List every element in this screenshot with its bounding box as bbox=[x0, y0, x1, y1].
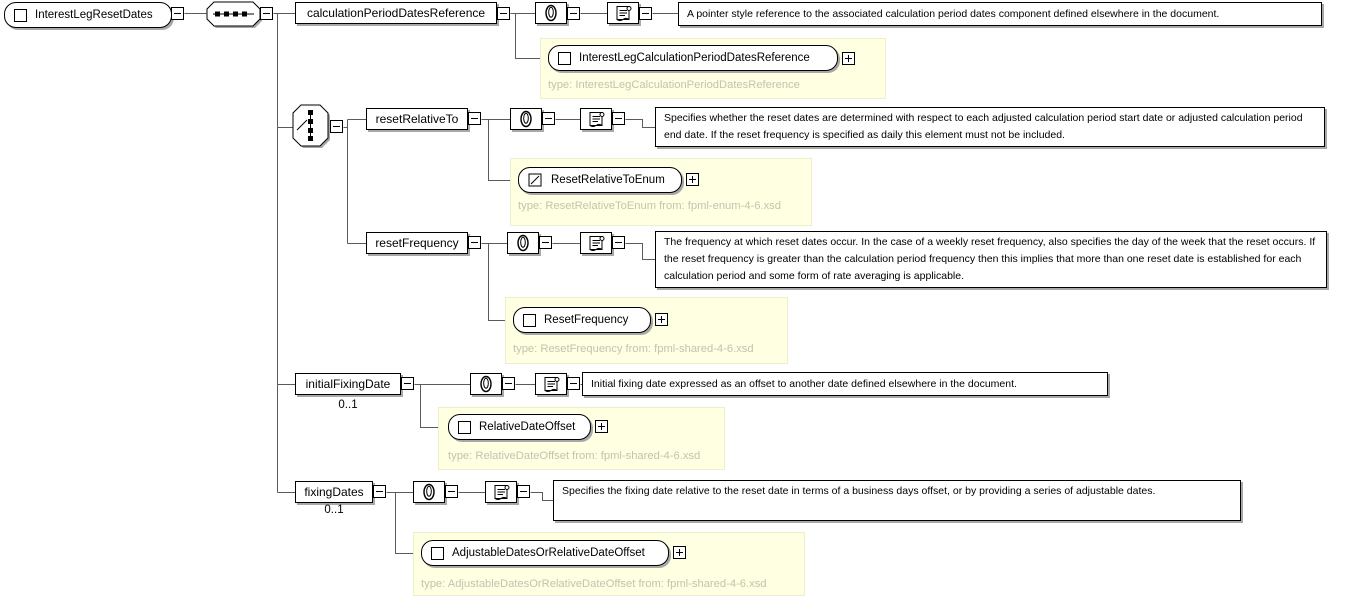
annotation-text bbox=[582, 372, 1108, 396]
element-calculationPeriodDatesReference[interactable] bbox=[295, 2, 497, 24]
collapse-toggle[interactable] bbox=[401, 377, 414, 390]
annotation-text bbox=[655, 107, 1325, 147]
paperclip-icon bbox=[536, 3, 566, 23]
occurrence-label: 0..1 bbox=[324, 504, 344, 516]
attributes-box[interactable] bbox=[413, 481, 445, 503]
element-label: calculationPeriodDatesReference bbox=[306, 6, 486, 20]
scroll-icon bbox=[536, 374, 566, 394]
type-meta: type: ResetRelativeToEnum from: fpml-enum-4-6.xsd bbox=[518, 200, 782, 212]
attributes-box[interactable] bbox=[507, 232, 539, 254]
attributes-box[interactable] bbox=[510, 108, 542, 130]
collapse-toggle[interactable] bbox=[260, 7, 273, 20]
type-label: ResetRelativeToEnum bbox=[551, 174, 665, 186]
expand-toggle[interactable] bbox=[595, 420, 608, 433]
paperclip-icon bbox=[511, 109, 541, 129]
annotation-label: The frequency at which reset dates occur. In the case of a weekly reset frequency, also specifies the day of the week that the reset occurs. If the reset frequency is greater than the calculation period frequency then this implies that more than one reset date is established for each calculation period and some form of rate averaging is applicable. bbox=[664, 236, 1316, 282]
collapse-toggle[interactable] bbox=[567, 377, 580, 390]
annotation-label: A pointer style reference to the associated calculation period dates component defined elsewhere in the document. bbox=[687, 7, 1220, 20]
annotation-label: Initial fixing date expressed as an offset to another date defined elsewhere in the document. bbox=[591, 377, 1017, 390]
collapse-toggle[interactable] bbox=[497, 7, 510, 20]
complex-type-icon bbox=[431, 547, 444, 560]
sequence-icon[interactable] bbox=[206, 1, 264, 30]
annotation-box-icon[interactable] bbox=[580, 108, 612, 130]
paperclip-icon bbox=[508, 233, 538, 253]
type-box-ResetRelativeToEnum[interactable] bbox=[518, 167, 682, 193]
type-meta: type: InterestLegCalculationPeriodDatesReference bbox=[548, 79, 800, 91]
collapse-toggle[interactable] bbox=[171, 7, 184, 20]
collapse-toggle[interactable] bbox=[567, 7, 580, 20]
scroll-icon bbox=[608, 3, 638, 23]
element-resetFrequency[interactable] bbox=[366, 232, 468, 254]
annotation-text bbox=[678, 2, 1322, 26]
scroll-icon bbox=[581, 109, 611, 129]
occurrence-label: 0..1 bbox=[338, 399, 358, 411]
element-label: initialFixingDate bbox=[305, 377, 391, 391]
annotation-box-icon[interactable] bbox=[535, 373, 567, 395]
annotation-label: Specifies the fixing date relative to the reset date in terms of a business days offset, or by providing a series of adjustable dates. bbox=[562, 485, 1156, 497]
collapse-toggle[interactable] bbox=[373, 485, 386, 498]
annotation-text bbox=[553, 480, 1241, 521]
expand-toggle[interactable] bbox=[842, 52, 855, 65]
type-meta: type: AdjustableDatesOrRelativeDateOffset from: fpml-shared-4-6.xsd bbox=[421, 578, 767, 590]
collapse-toggle[interactable] bbox=[330, 120, 343, 133]
collapse-toggle[interactable] bbox=[517, 485, 530, 498]
element-resetRelativeTo[interactable] bbox=[366, 108, 468, 130]
annotation-box-icon[interactable] bbox=[580, 232, 612, 254]
expand-toggle[interactable] bbox=[686, 173, 699, 186]
complex-type-icon bbox=[523, 314, 536, 327]
attributes-box[interactable] bbox=[470, 373, 502, 395]
collapse-toggle[interactable] bbox=[539, 236, 552, 249]
collapse-toggle[interactable] bbox=[502, 377, 515, 390]
collapse-toggle[interactable] bbox=[639, 7, 652, 20]
collapse-toggle[interactable] bbox=[445, 485, 458, 498]
type-label: RelativeDateOffset bbox=[479, 421, 576, 433]
type-label: ResetFrequency bbox=[544, 314, 629, 326]
annotation-box-icon[interactable] bbox=[485, 481, 517, 503]
complex-type-icon bbox=[14, 9, 27, 22]
type-box-RelativeDateOffset[interactable] bbox=[448, 414, 591, 440]
scroll-icon bbox=[486, 482, 516, 502]
element-initialFixingDate[interactable] bbox=[295, 373, 401, 395]
element-fixingDates[interactable] bbox=[295, 481, 373, 503]
scroll-icon bbox=[581, 233, 611, 253]
collapse-toggle[interactable] bbox=[468, 112, 481, 125]
element-label: resetFrequency bbox=[375, 236, 459, 250]
annotation-box-icon[interactable] bbox=[607, 2, 639, 24]
element-label: fixingDates bbox=[304, 485, 364, 499]
collapse-toggle[interactable] bbox=[612, 112, 625, 125]
simple-type-icon bbox=[528, 173, 543, 188]
complex-type-icon bbox=[458, 421, 471, 434]
collapse-toggle[interactable] bbox=[542, 112, 555, 125]
element-label: resetRelativeTo bbox=[375, 112, 459, 126]
type-box-InterestLegCalculationPeriodDatesReference[interactable] bbox=[548, 45, 838, 71]
type-label: InterestLegCalculationPeriodDatesReference bbox=[579, 52, 810, 64]
choice-icon[interactable] bbox=[292, 104, 334, 152]
type-label: AdjustableDatesOrRelativeDateOffset bbox=[452, 547, 645, 559]
root-element-box[interactable] bbox=[4, 2, 172, 28]
attributes-box[interactable] bbox=[535, 2, 567, 24]
expand-toggle[interactable] bbox=[655, 313, 668, 326]
collapse-toggle[interactable] bbox=[468, 236, 481, 249]
type-box-AdjustableDatesOrRelativeDateOffset[interactable] bbox=[421, 540, 669, 566]
complex-type-icon bbox=[558, 52, 571, 65]
annotation-label: Specifies whether the reset dates are determined with respect to each adjusted calculation period start date or adjusted calculation period end date. If the reset frequency is specified as daily this element must not be included. bbox=[664, 112, 1303, 141]
root-element-label: InterestLegResetDates bbox=[35, 9, 153, 21]
type-box-ResetFrequency[interactable] bbox=[513, 307, 651, 333]
type-meta: type: RelativeDateOffset from: fpml-shared-4-6.xsd bbox=[448, 450, 701, 462]
annotation-text bbox=[655, 231, 1327, 288]
type-meta: type: ResetFrequency from: fpml-shared-4-6.xsd bbox=[513, 343, 754, 355]
paperclip-icon bbox=[471, 374, 501, 394]
expand-toggle[interactable] bbox=[673, 546, 686, 559]
collapse-toggle[interactable] bbox=[612, 236, 625, 249]
paperclip-icon bbox=[414, 482, 444, 502]
